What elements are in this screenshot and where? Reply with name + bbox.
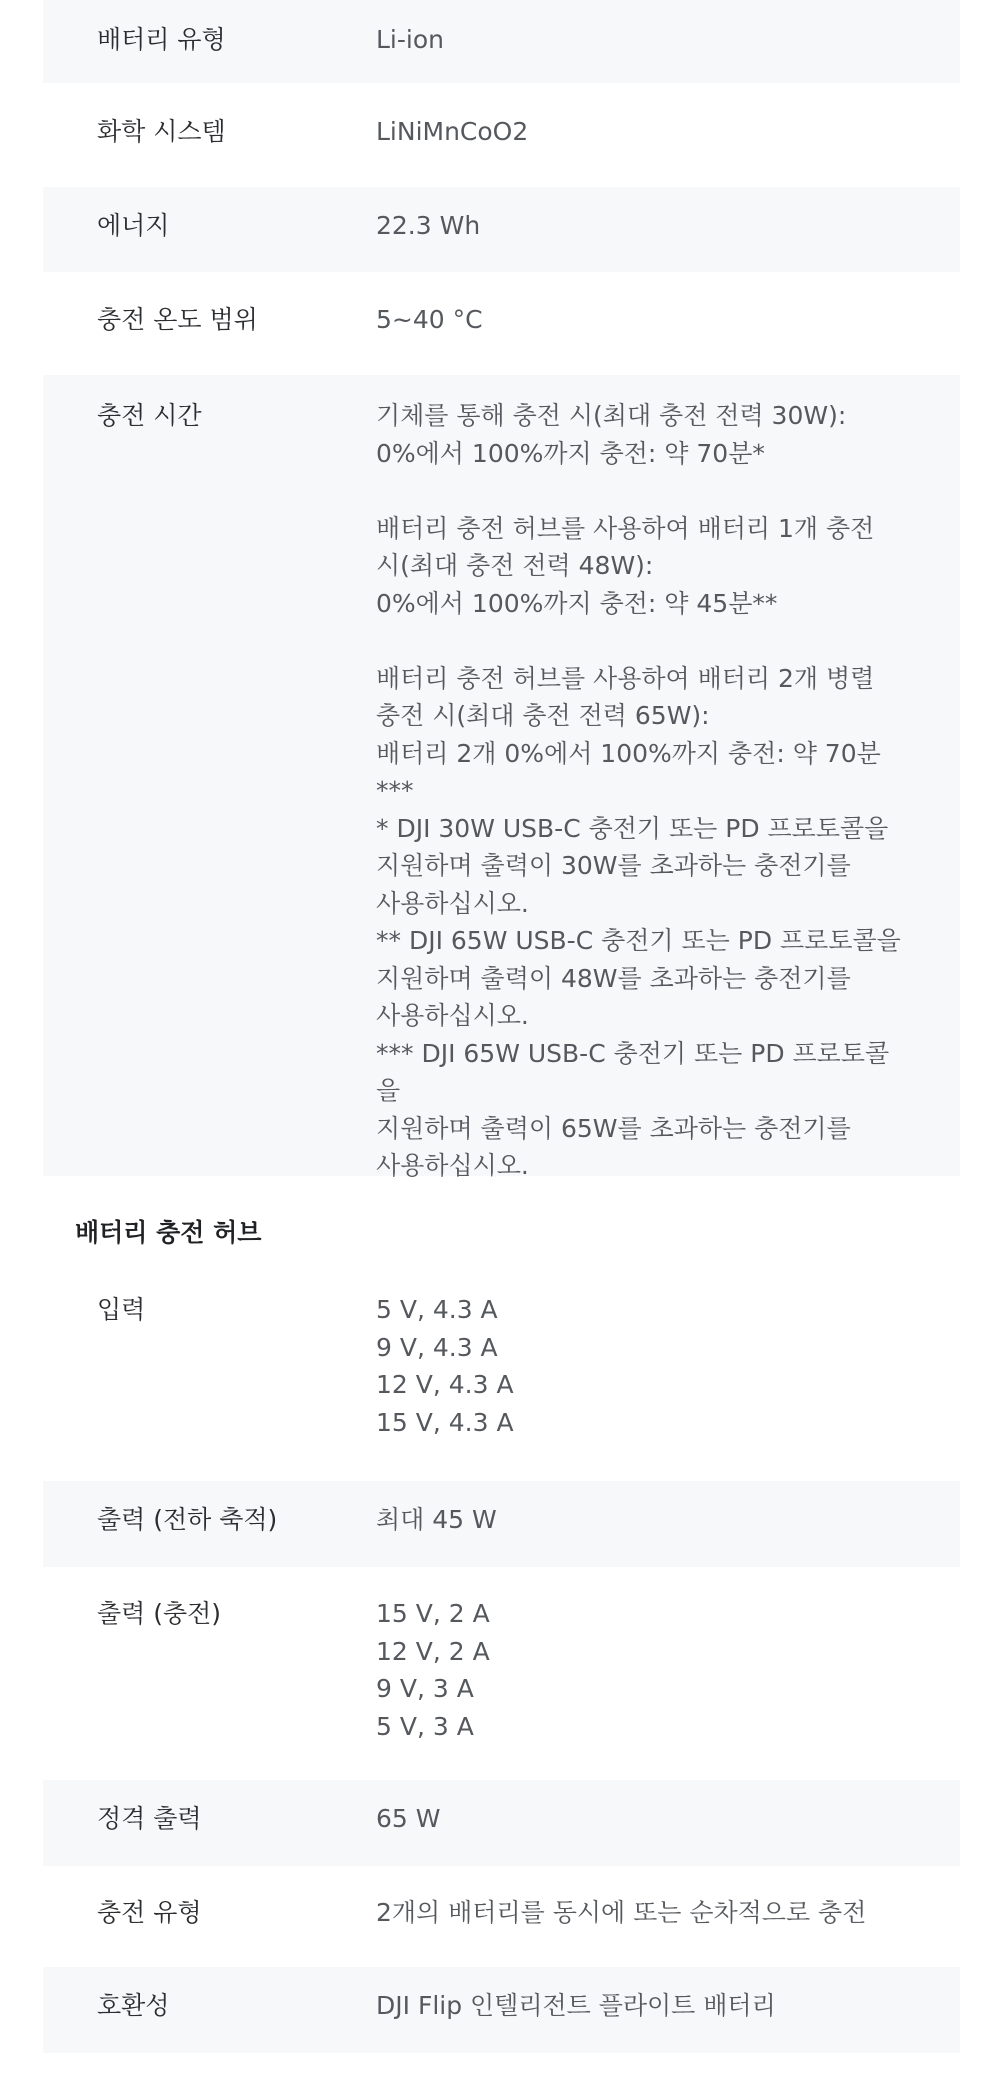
spec-row-charge-time bbox=[43, 375, 960, 1180]
spec-row-input bbox=[43, 1273, 960, 1481]
spec-value: 22.3 Wh bbox=[376, 211, 481, 240]
spec-label: 화학 시스템 bbox=[97, 117, 226, 146]
spec-row-battery-type bbox=[43, 0, 960, 83]
spec-label: 입력 bbox=[97, 1295, 146, 1324]
spec-value: DJI Flip 인텔리전트 플라이트 배터리 bbox=[376, 1991, 776, 2020]
spec-value: Li-ion bbox=[376, 25, 444, 54]
spec-row-charge-temp bbox=[43, 272, 960, 375]
spec-value: 기체를 통해 충전 시(최대 충전 전력 30W): 0%에서 100%까지 충전: 약 70분* 배터리 충전 허브를 사용하여 배터리 1개 충전 시(최대 충전 전력 48W): 0%에서 100%까지 충전: 약 45분** 배터리 충전 허브를 사용하여 배터리 2개 병렬 충전 시(최대 충전 전력 65W): 배터리 2개 0%에서 100%까지 충전: 약 70분 *** * DJI 30W USB-C 충전기 또는 PD 프로토콜을 지원하며 출력이 30W를 초과하는 충전기를 사용하십시오. ** DJI 65W USB-C 충전기 또는 PD 프로토콜을 지원하며 출력이 48W를 초과하는 충전기를 사용하십시오. *** DJI 65W USB-C 충전기 또는 PD 프로토콜을 지원하며 출력이 65W를 초과하는 충전기를 사용하십시오. bbox=[376, 401, 901, 1180]
spec-label: 호환성 bbox=[97, 1991, 170, 2020]
spec-label: 배터리 유형 bbox=[97, 25, 226, 54]
battery-spec-table bbox=[43, 0, 960, 1180]
hub-spec-table bbox=[43, 1273, 960, 2053]
spec-row-rated-output bbox=[43, 1780, 960, 1866]
spec-value: 2개의 배터리를 동시에 또는 순차적으로 충전 bbox=[376, 1898, 867, 1927]
spec-label: 정격 출력 bbox=[97, 1804, 202, 1833]
spec-value: 최대 45 W bbox=[376, 1505, 497, 1534]
section-title-charging-hub: 배터리 충전 허브 bbox=[75, 1218, 262, 1247]
spec-label: 출력 (충전) bbox=[97, 1599, 222, 1628]
spec-value: 5~40 °C bbox=[376, 305, 483, 334]
spec-row-compatibility bbox=[43, 1967, 960, 2053]
spec-row-charge-type bbox=[43, 1866, 960, 1967]
spec-label: 충전 온도 범위 bbox=[97, 305, 258, 334]
spec-row-output-storage bbox=[43, 1481, 960, 1567]
spec-value: 5 V, 4.3 A 9 V, 4.3 A 12 V, 4.3 A 15 V, 4.3 A bbox=[376, 1295, 514, 1437]
spec-value: 15 V, 2 A 12 V, 2 A 9 V, 3 A 5 V, 3 A bbox=[376, 1599, 490, 1741]
spec-value: 65 W bbox=[376, 1804, 441, 1833]
spec-value: LiNiMnCoO2 bbox=[376, 117, 529, 146]
spec-label: 충전 유형 bbox=[97, 1898, 202, 1927]
spec-label: 충전 시간 bbox=[97, 401, 202, 430]
spec-label: 에너지 bbox=[97, 211, 170, 240]
spec-row-energy bbox=[43, 187, 960, 272]
spec-label: 출력 (전하 축적) bbox=[97, 1505, 278, 1534]
spec-row-chemistry bbox=[43, 83, 960, 187]
spec-row-output-charge bbox=[43, 1567, 960, 1780]
